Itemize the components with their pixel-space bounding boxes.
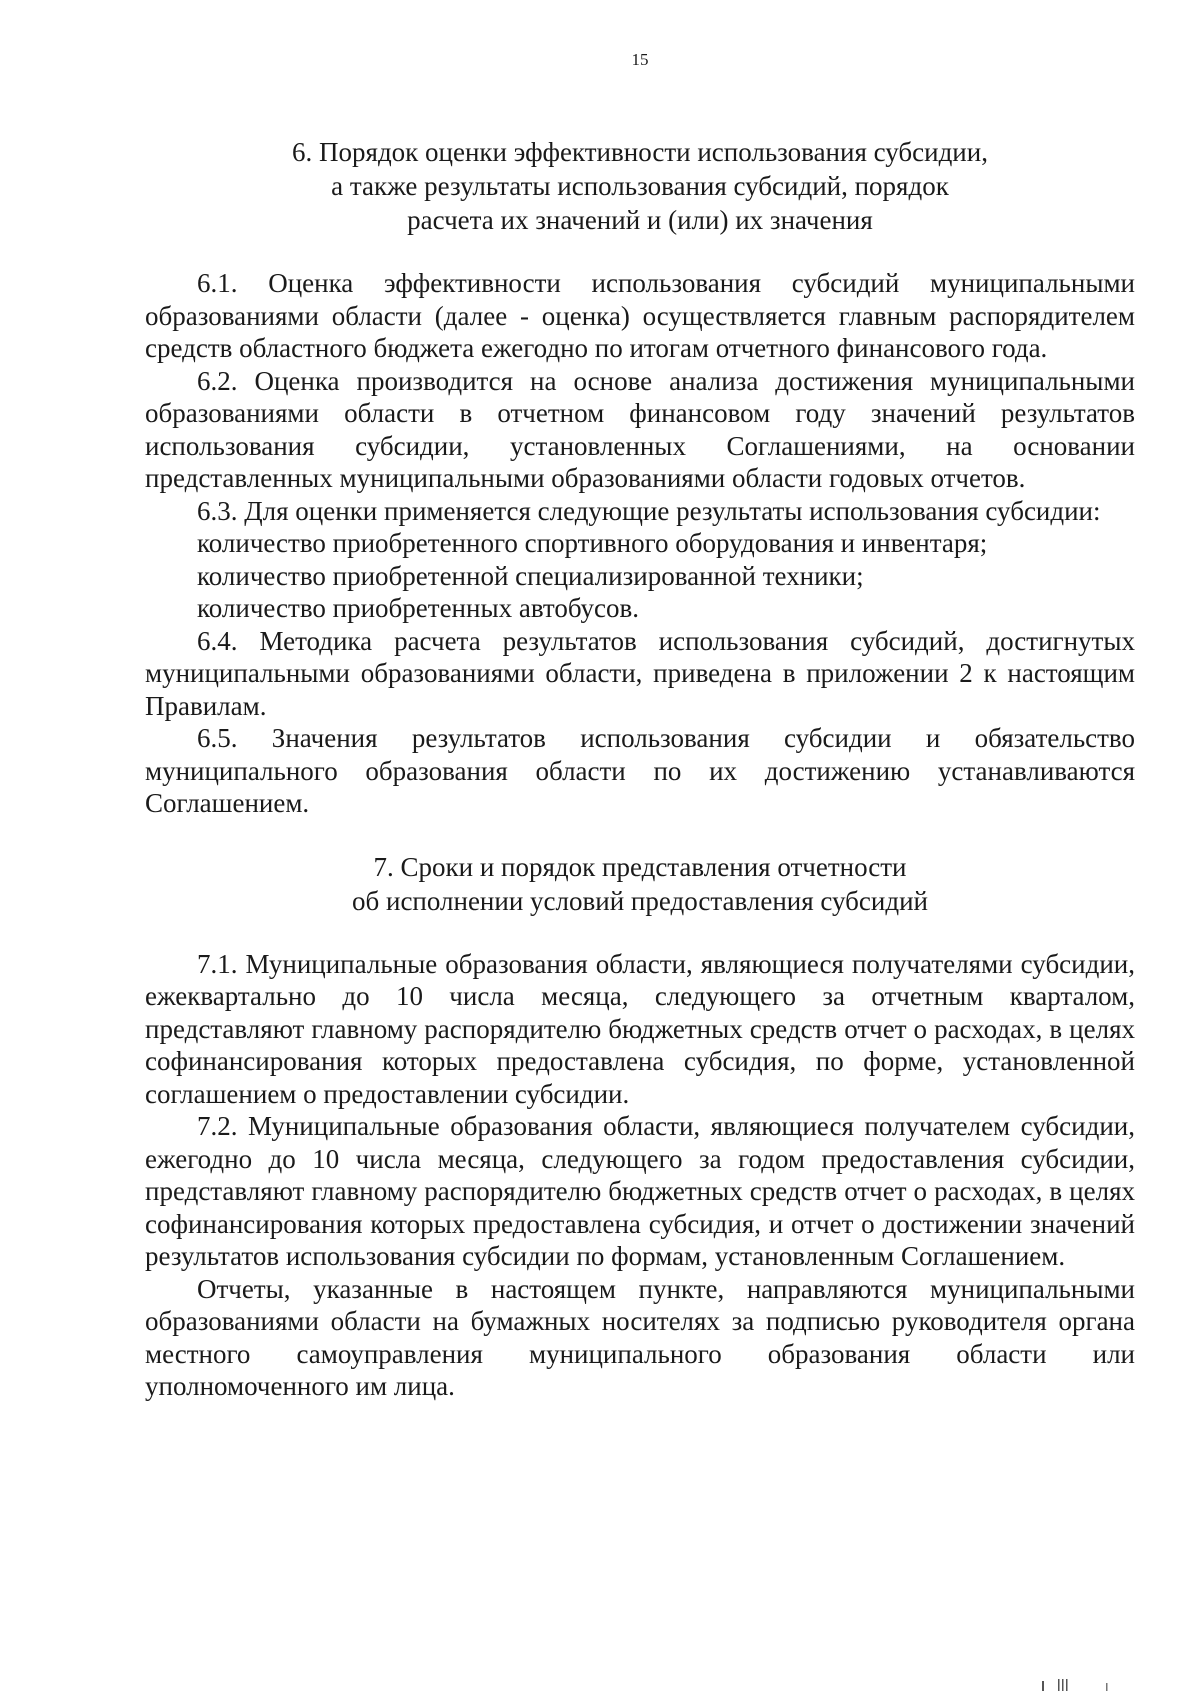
result-list-item: количество приобретенного спортивного оборудования и инвентаря; (197, 528, 988, 558)
scan-artifact-mark (1040, 1677, 1110, 1691)
paragraph-6-4: 6.4. Методика расчета результатов использования субсидий, достигнутых муниципальными образованиями области, приведена в приложении 2 к настоящим Правилам. (145, 625, 1135, 721)
section-6-heading-line: 6. Порядок оценки эффективности использования субсидии, (292, 137, 988, 167)
paragraph-6-2: 6.2. Оценка производится на основе анализа достижения муниципальными образованиями области в отчетном финансовом году значений результатов использования субсидии, установленных Соглашениями, на основании представленных муниципальными образованиями области годовых отчетов. (145, 365, 1135, 493)
section-6-heading-line: расчета их значений и (или) их значения (407, 205, 873, 235)
paragraph-6-1: 6.1. Оценка эффективности использования субсидий муниципальными образованиями области (далее - оценка) осуществляется главным распорядителем средств областного бюджета ежегодно по итогам отчетного финансового года. (145, 268, 1135, 363)
page-number: 15 (631, 50, 649, 69)
section-7-heading (145, 850, 1135, 918)
document-body (145, 135, 1135, 1403)
paragraph-7-1: 7.1. Муниципальные образования области, являющиеся получателями субсидии, ежеквартально до 10 числа месяца, следующего за отчетным кварталом, представляют главному распорядителю бюджетных средств отчет о расходах, в целях софинансирования которых предоставлена субсидия, по форме, установленной соглашением о предоставлении субсидии. (145, 948, 1135, 1109)
section-6-heading-line: а также результаты использования субсидий, порядок (331, 171, 949, 201)
paragraph-7-2: 7.2. Муниципальные образования области, являющиеся получателем субсидии, ежегодно до 10 числа месяца, следующего за годом предоставления субсидии, представляют главному распорядителю бюджетных средств отчет о расходах, в целях софинансирования которых предоставлена субсидия, и отчет о достижении значений результатов использования субсидии по формам, установленным Соглашением. (145, 1111, 1135, 1271)
result-list-item: количество приобретенной специализированной техники; (197, 560, 864, 591)
section-6-heading (145, 135, 1135, 237)
paragraph-6-5: 6.5. Значения результатов использования субсидии и обязательство муниципального образования области по их достижению устанавливаются Соглашением. (145, 723, 1135, 818)
paragraph-7-3: Отчеты, указанные в настоящем пункте, направляются муниципальными образованиями области на бумажных носителях за подписью руководителя органа местного самоуправления муниципального образования области или уполномоченного им лица. (145, 1273, 1135, 1401)
section-7-heading-line: 7. Сроки и порядок представления отчетности (373, 851, 907, 882)
section-7-heading-line: об исполнении условий предоставления субсидий (352, 885, 928, 916)
result-list-item: количество приобретенных автобусов. (197, 593, 640, 623)
paragraph-6-3: 6.3. Для оценки применяется следующие результаты использования субсидии: (197, 495, 1101, 526)
